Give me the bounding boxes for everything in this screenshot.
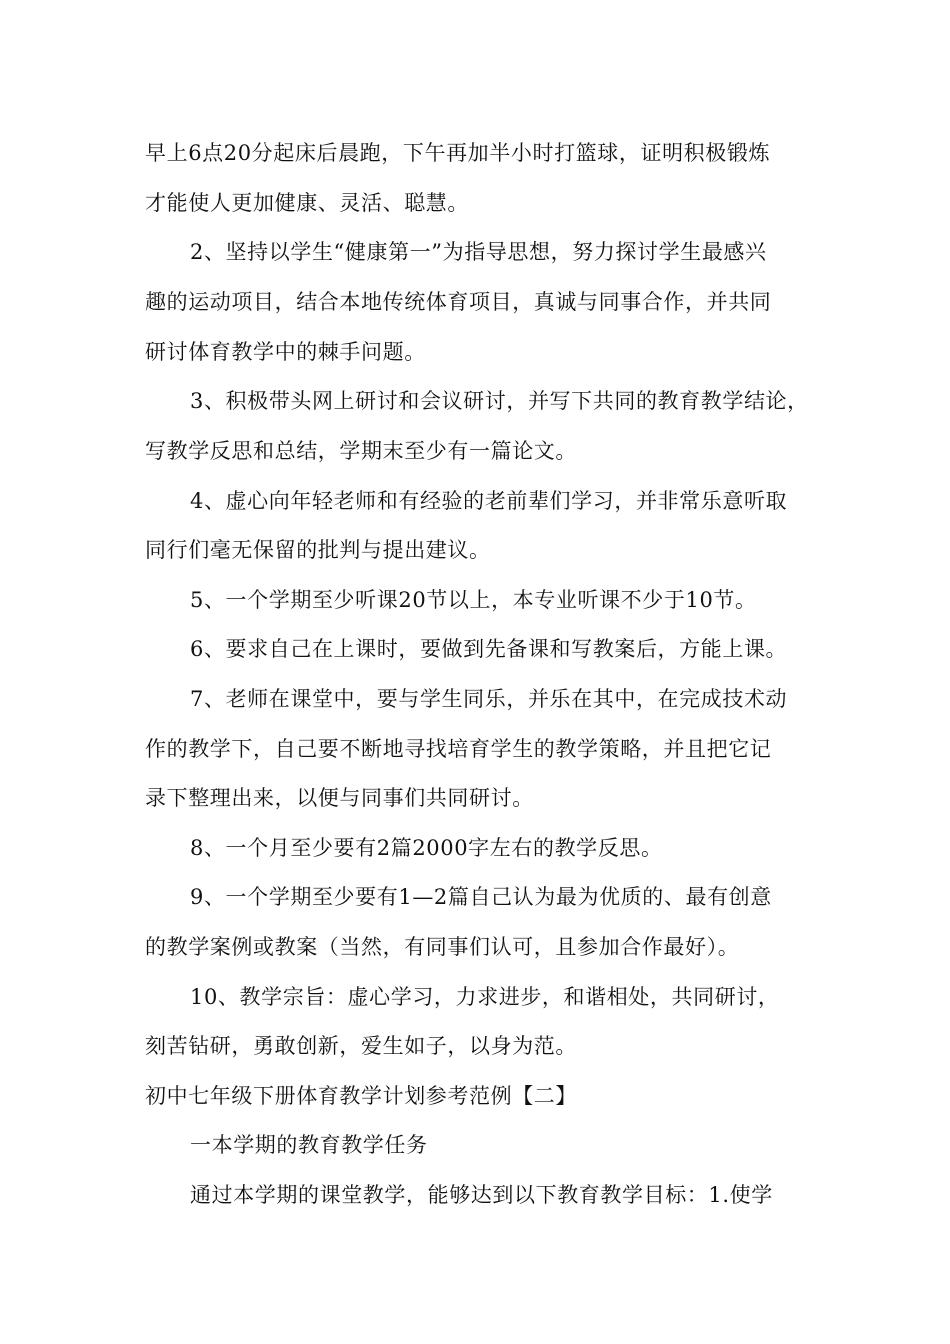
list-item-5-line: 5、一个学期至少听课20节以上，本专业听课不少于10节。 [190, 588, 757, 612]
paragraph-line: 刻苦钻研，勇敢创新，爱生如子，以身为范。 [145, 1034, 577, 1058]
list-item-8-line: 8、一个月至少要有2篇2000字左右的教学反思。 [190, 836, 663, 860]
subsection-heading: 一本学期的教育教学任务 [190, 1133, 428, 1157]
paragraph-line: 通过本学期的课堂教学，能够达到以下教育教学目标：1.使学 [190, 1183, 773, 1207]
paragraph-line: 作的教学下，自己要不断地寻找培育学生的教学策略，并且把它记 [145, 737, 772, 761]
list-item-2-line: 2、坚持以学生“健康第一”为指导思想，努力探讨学生最感兴 [190, 240, 767, 264]
section-heading: 初中七年级下册体育教学计划参考范例【二】 [145, 1084, 577, 1108]
list-item-3-line: 3、积极带头网上研讨和会议研讨，并写下共同的教育教学结论， [190, 389, 809, 413]
list-item-6-line: 6、要求自己在上课时，要做到先备课和写教案后，方能上课。 [190, 637, 788, 661]
paragraph-line: 写教学反思和总结，学期末至少有一篇论文。 [145, 439, 577, 463]
list-item-7-line: 7、老师在课堂中，要与学生同乐，并乐在其中，在完成技术动 [190, 687, 788, 711]
paragraph-line: 才能使人更加健康、灵活、聪慧。 [145, 191, 469, 215]
paragraph-line: 早上6点20分起床后晨跑，下午再加半小时打篮球，证明积极锻炼 [145, 141, 771, 165]
list-item-4-line: 4、虚心向年轻老师和有经验的老前辈们学习，并非常乐意听取 [190, 489, 788, 513]
list-item-9-line: 9、一个学期至少要有1—2篇自己认为最为优质的、最有创意 [190, 885, 772, 909]
paragraph-line: 录下整理出来，以便与同事们共同研讨。 [145, 786, 534, 810]
paragraph-line: 的教学案例或教案（当然，有同事们认可，且参加合作最好）。 [145, 935, 740, 959]
paragraph-line: 研讨体育教学中的棘手问题。 [145, 340, 426, 364]
list-item-10-line: 10、教学宗旨：虚心学习，力求进步，和谐相处，共同研讨， [190, 985, 780, 1009]
paragraph-line: 同行们毫无保留的批判与提出建议。 [145, 538, 491, 562]
paragraph-line: 趣的运动项目，结合本地传统体育项目，真诚与同事合作，并共同 [145, 290, 772, 314]
